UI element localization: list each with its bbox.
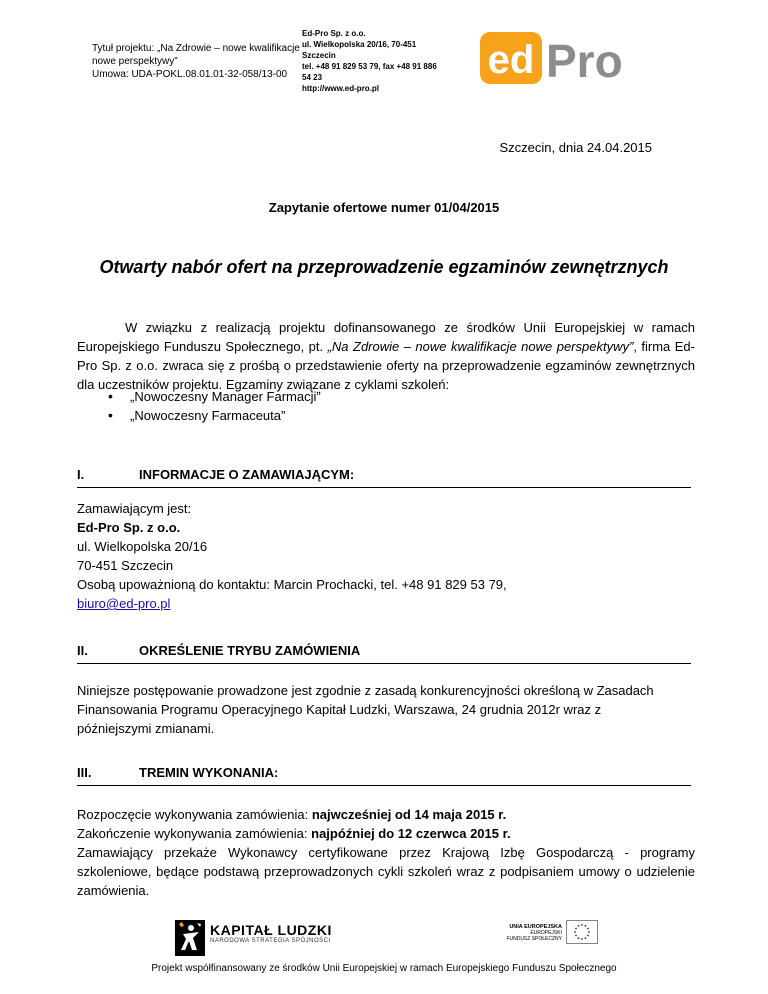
eu-logo-text: [505, 924, 562, 942]
document-title: Otwarty nabór ofert na przeprowadzenie egzaminów zewnętrznych: [99, 257, 669, 277]
project-line: nowe perspektywy”: [92, 56, 178, 67]
kapital-ludzki-emblem: [175, 920, 205, 956]
eu-flag-icon: [566, 920, 598, 944]
company-name: Ed-Pro Sp. z o.o.: [302, 29, 366, 38]
ed-pro-logo: [478, 30, 668, 86]
start-value: najwcześniej od 14 maja 2015 r.: [311, 807, 507, 822]
section-title: OKREŚLENIE TRYBU ZAMÓWIENIA: [139, 643, 361, 658]
start-date-line: [77, 805, 695, 824]
eu-flag-frame: [567, 921, 598, 944]
logo-text-pro: Pro: [546, 35, 623, 86]
company-phone: tel. +48 91 829 53 79, fax +48 91 886: [302, 62, 437, 71]
end-label: Zakończenie wykonywania zamówienia:: [77, 826, 312, 841]
inquiry-number: Zapytanie ofertowe numer 01/04/2015: [268, 200, 500, 215]
email-link[interactable]: biuro@ed-pro.pl: [77, 596, 171, 611]
section-number: II.: [77, 643, 88, 658]
end-value: najpóźniej do 12 czerwca 2015 r.: [311, 826, 511, 841]
text-line: Niniejsze postępowanie prowadzone jest zgodnie z zasadą konkurencyjności określoną w Zasadach: [77, 683, 654, 698]
contract-number: Umowa: UDA-POKL.08.01.01-32-058/13-00: [92, 69, 288, 80]
section-number: III.: [77, 765, 92, 780]
project-line: Tytuł projektu: „Na Zdrowie – nowe kwalifikacje: [92, 43, 300, 54]
section-title: TREMIN WYKONANIA:: [139, 765, 279, 780]
eu-line: EUROPEJSKI: [530, 930, 562, 936]
end-date-line: [77, 824, 695, 843]
company-phone-cont: 54 23: [302, 73, 323, 82]
list-item: • „Nowoczesny Farmaceuta”: [108, 406, 321, 425]
eu-line: UNIA EUROPEJSKA: [509, 924, 562, 930]
ordering-party-label: Zamawiającym jest:: [77, 501, 192, 516]
project-name: „Na Zdrowie – nowe kwalifikacje nowe perspektywy”: [327, 339, 634, 354]
text-line: Finansowania Programu Operacyjnego Kapitał Ludzki, Warszawa, 24 grudnia 2012r wraz z: [77, 702, 602, 717]
cofinancing-note: Projekt współfinansowany ze środków Unii Europejskiej w ramach Europejskiego Funduszu Społecznego: [151, 963, 617, 974]
start-label: Rozpoczęcie wykonywania zamówienia:: [77, 807, 312, 822]
document-date: Szczecin, dnia 24.04.2015: [499, 140, 652, 155]
text-line: późniejszymi zmianami.: [77, 721, 215, 736]
section-3-body: [77, 805, 695, 900]
section-2-heading: [77, 643, 691, 664]
certification-paragraph: Zamawiający przekaże Wykonawcy certyfikowane przez Krajową Izbę Gospodarczą - programy szkoleniowe, będące podstawą przeprowadzonych cykli szkoleń wraz z podpisaniem umowy o udzielenie zamówienia.: [77, 845, 695, 898]
eu-line: FUNDUSZ SPOŁECZNY: [506, 936, 562, 942]
ordering-party-city: 70-451 Szczecin: [77, 558, 174, 573]
intro-text-1: W związku z realizacją projektu dofinansowanego ze środków Unii Europejskiej w ramach Europejskiego Funduszu Społecznego, pt.: [77, 320, 695, 354]
project-info: [92, 42, 322, 81]
intro-text-2: , firma Ed-Pro Sp. z o.o. zwraca się z prośbą o przedstawienie oferty na przeprowadzenie egzaminów zewnętrznych dla uczestników projektu. Egzaminy związane z cyklami szkoleń:: [77, 339, 695, 392]
kl-title: KAPITAŁ LUDZKI: [210, 922, 332, 938]
logo-text-ed: ed: [487, 38, 535, 82]
company-city: Szczecin: [302, 51, 336, 60]
company-street: ul. Wielkopolska 20/16, 70-451: [302, 40, 417, 49]
contact-person: Osobą upoważnioną do kontaktu: Marcin Prochacki, tel. +48 91 829 53 79,: [77, 577, 507, 592]
section-title: INFORMACJE O ZAMAWIAJĄCYM:: [139, 467, 355, 482]
company-website: http://www.ed-pro.pl: [302, 84, 380, 93]
section-number: I.: [77, 467, 85, 482]
company-address: [302, 28, 477, 94]
section-1-heading: [77, 467, 691, 488]
ordering-party-name: Ed-Pro Sp. z o.o.: [77, 520, 181, 535]
section-2-body: [77, 681, 695, 738]
kapital-ludzki-logo: [210, 922, 332, 944]
intro-paragraph: [77, 318, 695, 394]
list-item: • „Nowoczesny Manager Farmacji”: [108, 387, 321, 406]
kl-subtitle: NARODOWA STRATEGIA SPÓJNOŚCI: [210, 938, 331, 944]
ordering-party-street: ul. Wielkopolska 20/16: [77, 539, 208, 554]
section-3-heading: [77, 765, 691, 786]
section-1-body: [77, 499, 695, 613]
training-list: [108, 387, 321, 425]
